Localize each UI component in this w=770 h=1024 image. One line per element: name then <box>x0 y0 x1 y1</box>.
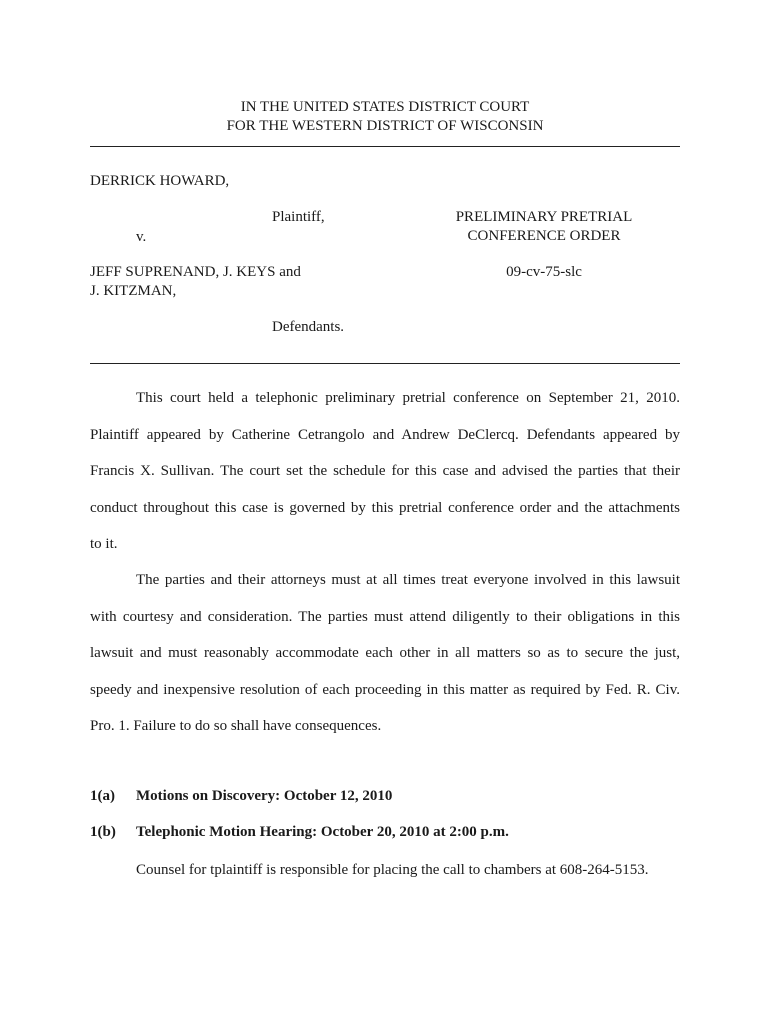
defendants-line1: JEFF SUPRENAND, J. KEYS and <box>90 264 301 280</box>
paragraph-line: The parties and their attorneys must at all times treat everyone involved in this lawsuit <box>136 572 680 588</box>
section-note: Counsel for tplaintiff is responsible for placing the call to chambers at 608-264-5153. <box>136 862 649 878</box>
paragraph-line: Francis X. Sullivan. The court set the schedule for this case and advised the parties that their <box>90 463 680 480</box>
section-number: 1(b) <box>90 824 116 840</box>
section-title: Telephonic Motion Hearing: October 20, 2010 at 2:00 p.m. <box>136 824 509 840</box>
paragraph-line: with courtesy and consideration. The parties must attend diligently to their obligations in this <box>90 608 680 625</box>
defendants-role: Defendants. <box>272 319 345 335</box>
paragraph-conference <box>90 380 680 563</box>
paragraph-line: lawsuit and must reasonably accommodate each other in all matters so as to secure the just, <box>90 645 680 662</box>
versus: v. <box>136 229 147 245</box>
caption-bottom-rule <box>90 363 680 364</box>
paragraph-line: This court held a telephonic preliminary pretrial conference on September 21, 2010. <box>136 390 680 406</box>
caption-top-rule <box>90 146 680 147</box>
paragraph-line: Pro. 1. Failure to do so shall have consequences. <box>90 718 382 735</box>
court-name-line1: IN THE UNITED STATES DISTRICT COURT <box>240 99 530 115</box>
section-number: 1(a) <box>90 788 115 804</box>
paragraph-line: conduct throughout this case is governed by this pretrial conference order and the attachments <box>90 499 680 516</box>
order-title-line1: PRELIMINARY PRETRIAL <box>455 209 633 225</box>
plaintiff-name: DERRICK HOWARD, <box>90 173 230 189</box>
paragraph-line: speedy and inexpensive resolution of each proceeding in this matter as required by Fed. R. Civ. <box>90 681 680 698</box>
plaintiff-role: Plaintiff, <box>272 209 325 225</box>
court-name-line2: FOR THE WESTERN DISTRICT OF WISCONSIN <box>226 118 544 134</box>
paragraph-conduct <box>90 562 680 745</box>
paragraph-line: Plaintiff appeared by Catherine Cetrangolo and Andrew DeClercq. Defendants appeared by <box>90 426 680 443</box>
section-title: Motions on Discovery: October 12, 2010 <box>136 788 393 804</box>
defendants-line2: J. KITZMAN, <box>90 283 177 299</box>
order-title-line2: CONFERENCE ORDER <box>467 228 621 244</box>
case-number: 09-cv-75-slc <box>506 264 582 280</box>
paragraph-line: to it. <box>90 536 118 553</box>
